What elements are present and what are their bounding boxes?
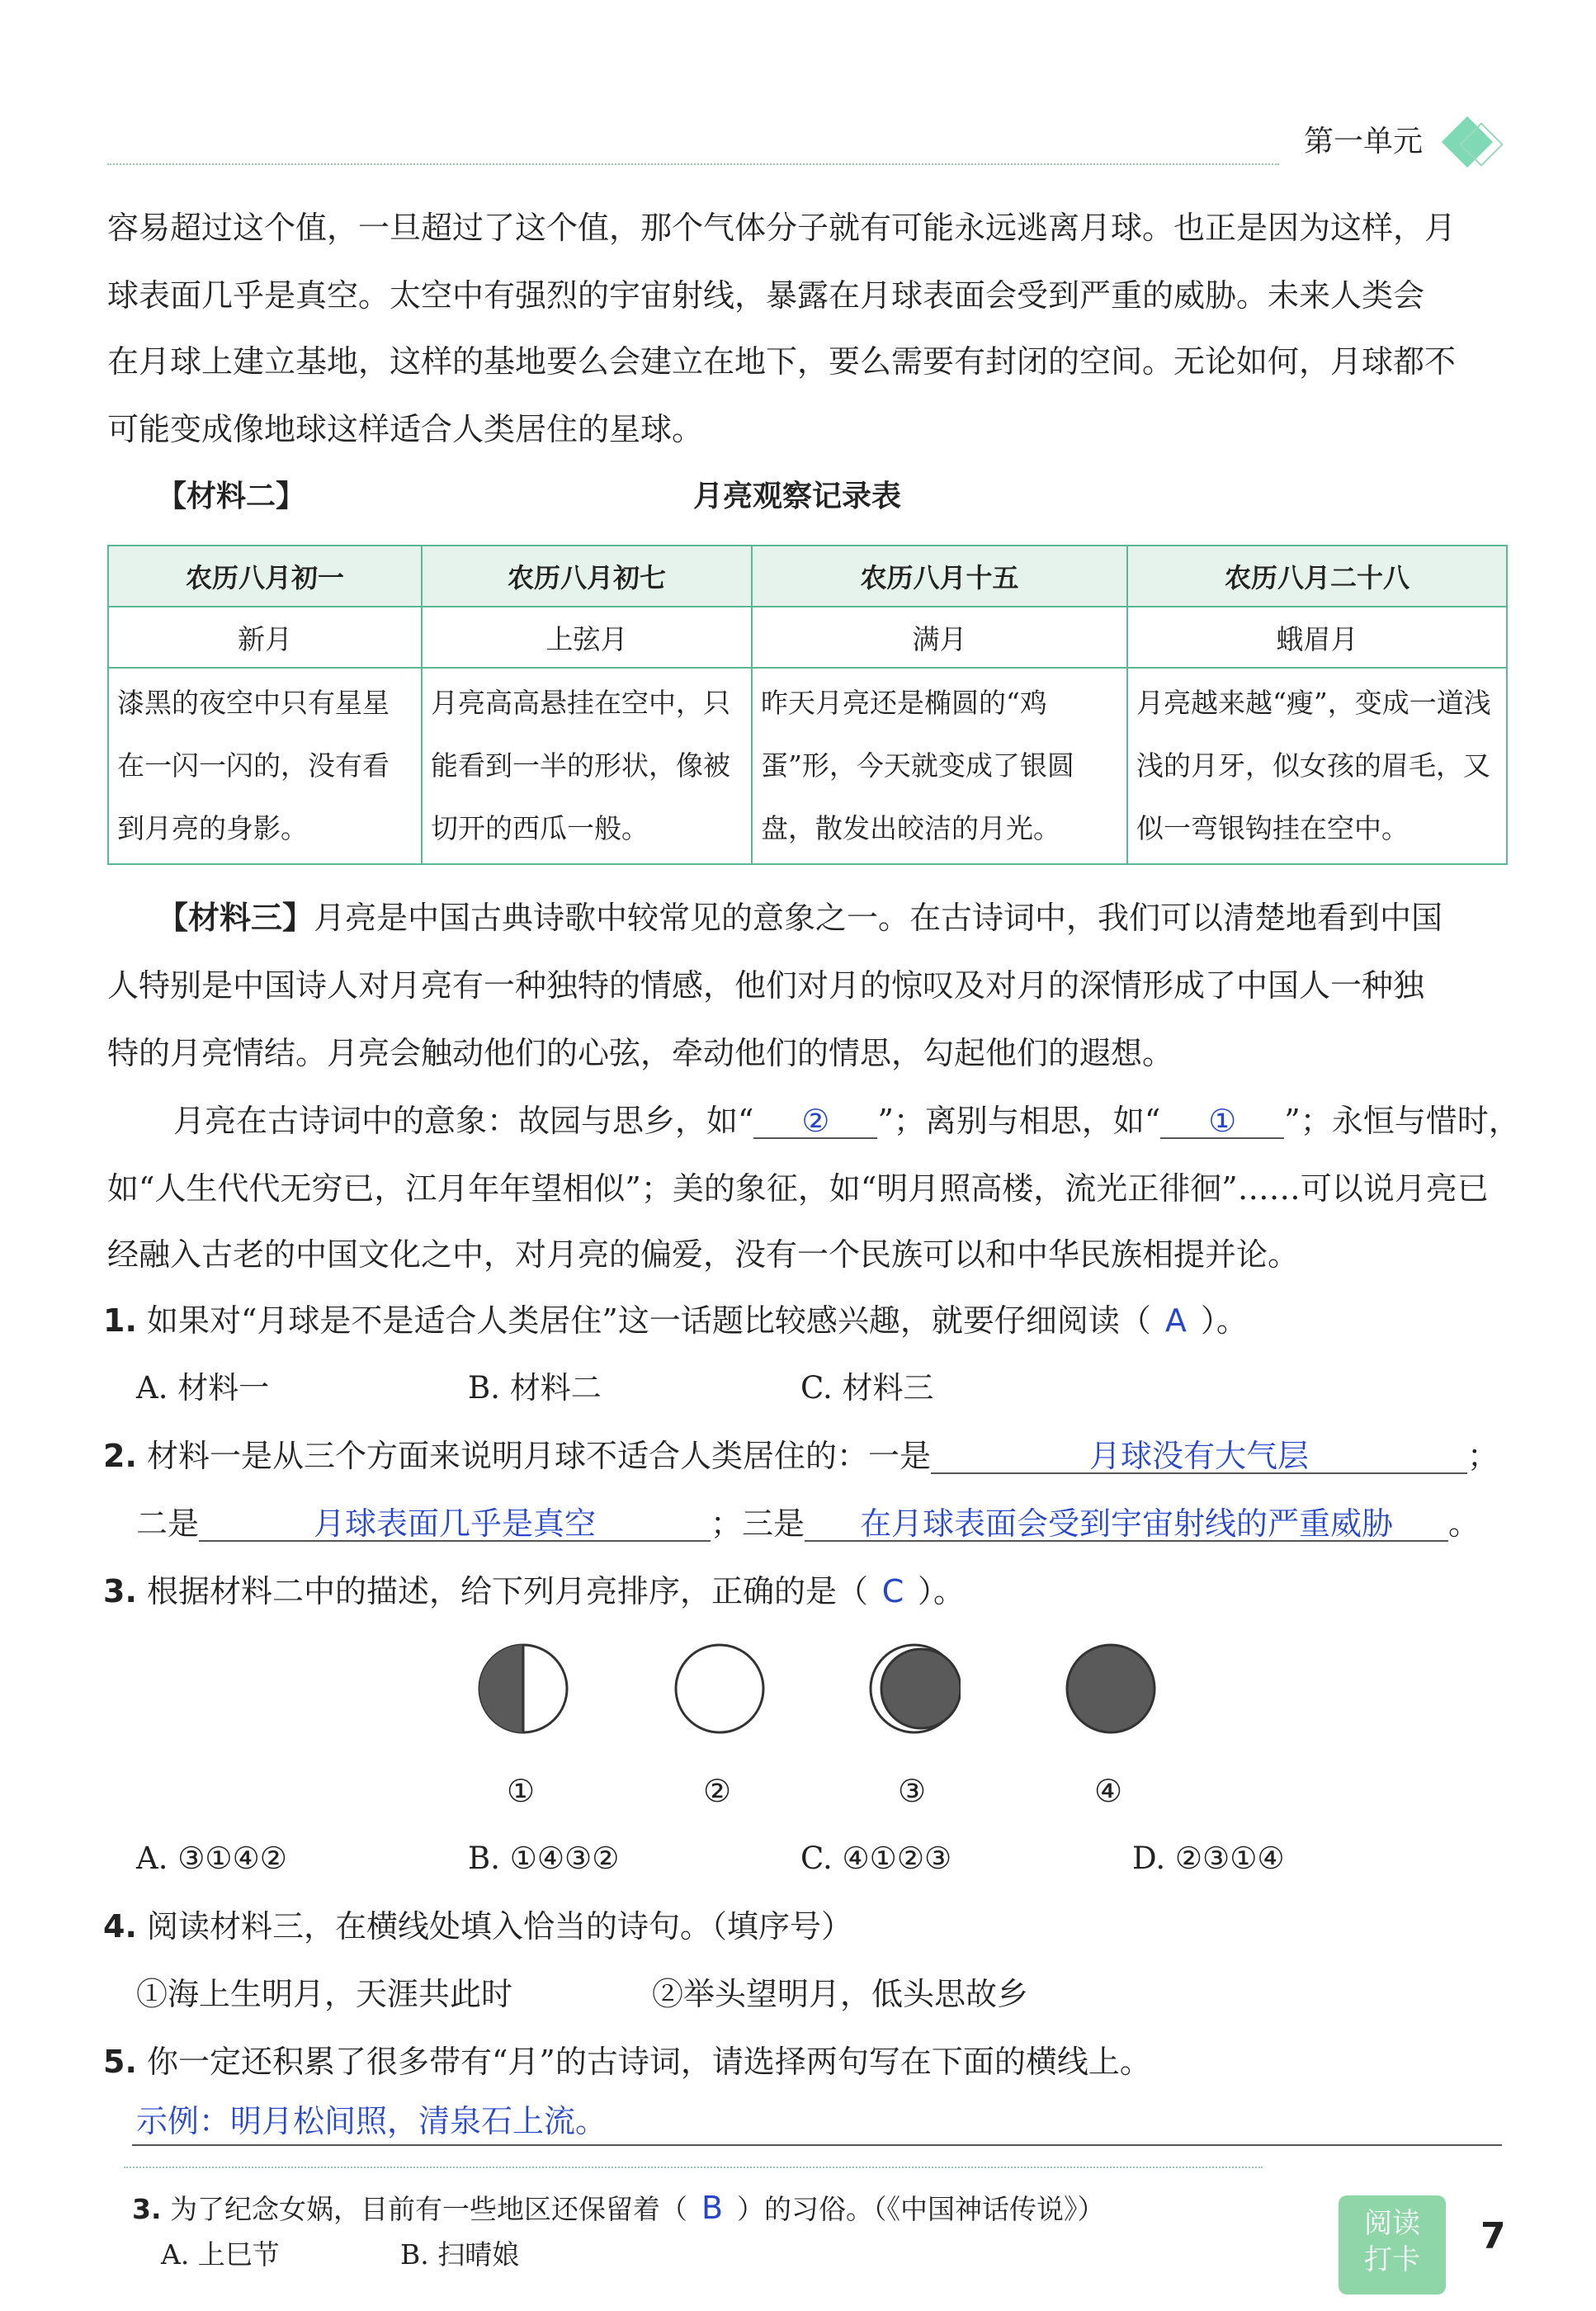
material3-line-6: 经融入古老的中国文化之中，对月亮的偏爱，没有一个民族可以和中华民族相提并论。 — [107, 1236, 1300, 1273]
moon-label-3: ③ — [898, 1773, 927, 1809]
moon-new-icon — [1065, 1642, 1157, 1735]
page-number: 7 — [1480, 2215, 1506, 2257]
material3-imagery-line: 月亮在古诗词中的意象：故园与思乡，如“ ② ”；离别与相思，如“ ① ”；永恒与惜时， — [173, 1103, 1520, 1139]
moon-phase-name: 蛾眉月 — [1127, 607, 1507, 668]
moon-label-2: ② — [703, 1773, 732, 1809]
table-header-cell: 农历八月初一 — [108, 546, 422, 607]
unit-label: 第一单元 — [1304, 125, 1424, 158]
moon-phase-name: 新月 — [108, 607, 422, 668]
moon-phase-desc: 漆黑的夜空中只有星星在一闪一闪的，没有看到月亮的身影。 — [108, 668, 422, 864]
moon-label-4: ④ — [1094, 1773, 1123, 1809]
q3-option-d: D. ②③①④ — [1132, 1841, 1285, 1876]
q1-option-c: C. 材料三 — [800, 1370, 934, 1406]
badge-line-2: 打卡 — [1364, 2243, 1420, 2276]
table-title: 月亮观察记录表 — [693, 480, 902, 513]
material3-label: 【材料三】 — [157, 900, 314, 936]
intro-line-1: 容易超过这个值，一旦超过了这个值，那个气体分子就有可能永远逃离月球。也正是因为这样，月 — [107, 210, 1457, 246]
reading-checkin-badge — [1339, 2195, 1446, 2294]
footer-option-b: B. 扫晴娘 — [400, 2238, 520, 2271]
moon-full-icon — [673, 1642, 766, 1735]
footer-option-a: A. 上巳节 — [161, 2238, 280, 2271]
moon-phase-desc: 昨天月亮还是椭圆的“鸡蛋”形，今天就变成了银圆盘，散发出皎洁的月光。 — [752, 668, 1127, 864]
q1-option-b: B. 材料二 — [468, 1370, 602, 1406]
q5-answer: 示例：明月松间照，清泉石上流。 — [136, 2103, 607, 2139]
moon-phase-name: 上弦月 — [422, 607, 752, 668]
q3-option-b: B. ①④③② — [468, 1841, 620, 1876]
intro-line-3: 在月球上建立基地，这样的基地要么会建立在地下，要么需要有封闭的空间。无论如何，月球都不 — [107, 343, 1457, 380]
moon-first-quarter-icon — [477, 1642, 569, 1735]
question-4: 4. 阅读材料三，在横线处填入恰当的诗句。（填序号） — [103, 1908, 852, 1945]
material3-line-1 — [157, 901, 1443, 934]
footer-question: 3. 为了纪念女娲，目前有一些地区还保留着（ B ）的习俗。（《中国神话传说》） — [132, 2190, 1105, 2226]
intro-line-2: 球表面几乎是真空。太空中有强烈的宇宙射线，暴露在月球表面会受到严重的威胁。未来人类会 — [107, 277, 1425, 314]
question-1: 1. 如果对“月球是不是适合人类居住”这一话题比较感兴趣，就要仔细阅读（ A ）。 — [103, 1302, 1248, 1339]
q2-answer-1: 月球没有大气层 — [931, 1439, 1467, 1474]
q5-answer-line — [132, 2144, 1502, 2146]
blank-1: ② — [753, 1104, 877, 1139]
blank-2: ① — [1160, 1104, 1284, 1139]
q3-answer: C — [881, 1573, 904, 1609]
table-header-cell: 农历八月初七 — [422, 546, 752, 607]
header-rule — [107, 163, 1279, 165]
badge-line-1: 阅读 — [1364, 2207, 1420, 2240]
q1-answer: A — [1164, 1302, 1187, 1339]
q2-answer-2: 月球表面几乎是真空 — [199, 1507, 711, 1542]
moon-label-1: ① — [507, 1773, 536, 1809]
footer-answer: B — [701, 2190, 724, 2226]
table-header-cell: 农历八月十五 — [752, 546, 1127, 607]
observation-table — [107, 545, 1508, 865]
moon-phase-desc: 月亮越来越“瘦”，变成一道浅浅的月牙，似女孩的眉毛，又似一弯银钩挂在空中。 — [1127, 668, 1507, 864]
moon-crescent-icon — [868, 1642, 961, 1735]
material3-text: 月亮是中国古典诗歌中较常见的意象之一。在古诗词中，我们可以清楚地看到中国 — [314, 900, 1443, 936]
material3-line-3: 特的月亮情结。月亮会触动他们的心弦，牵动他们的情思，勾起他们的遐想。 — [107, 1035, 1174, 1071]
material3-line-5: 如“人生代代无穷已，江月年年望相似”；美的象征，如“明月照高楼，流光正徘徊”……可以说月亮已 — [107, 1170, 1489, 1207]
question-2-line-2: 二是 月球表面几乎是真空 ；三是 在月球表面会受到宇宙射线的严重威胁 。 — [136, 1505, 1480, 1542]
q3-option-c: C. ④①②③ — [800, 1841, 952, 1876]
intro-line-4: 可能变成像地球这样适合人类居住的星球。 — [107, 411, 704, 447]
question-5: 5. 你一定还积累了很多带有“月”的古诗词，请选择两句写在下面的横线上。 — [103, 2044, 1151, 2080]
q4-poem-2: ②举头望明月，低头思故乡 — [652, 1976, 1029, 2012]
material2-label: 【材料二】 — [157, 480, 306, 513]
moon-phase-desc: 月亮高高悬挂在空中，只能看到一半的形状，像被切开的西瓜一般。 — [422, 668, 752, 864]
moon-phase-name: 满月 — [752, 607, 1127, 668]
question-3: 3. 根据材料二中的描述，给下列月亮排序，正确的是（ C ）。 — [103, 1573, 966, 1609]
q4-poem-1: ①海上生明月，天涯共此时 — [136, 1976, 513, 2012]
q1-option-a: A. 材料一 — [136, 1370, 270, 1406]
footer-divider — [124, 2167, 1263, 2168]
material3-line-2: 人特别是中国诗人对月亮有一种独特的情感，他们对月的惊叹及对月的深情形成了中国人一种独 — [107, 967, 1425, 1004]
q2-answer-3: 在月球表面会受到宇宙射线的严重威胁 — [805, 1507, 1448, 1542]
table-header-cell: 农历八月二十八 — [1127, 546, 1507, 607]
question-2: 2. 材料一是从三个方面来说明月球不适合人类居住的：一是 月球没有大气层 ； — [103, 1438, 1499, 1474]
q3-option-a: A. ③①④② — [136, 1841, 287, 1876]
